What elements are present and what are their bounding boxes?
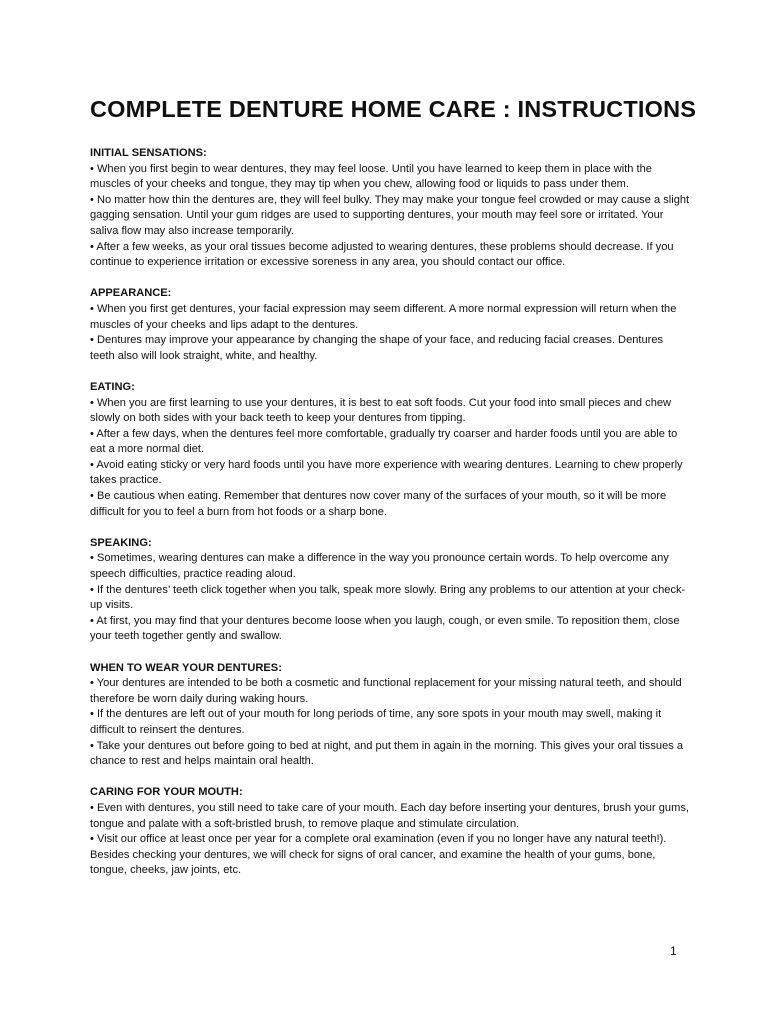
paragraph: • Be cautious when eating. Remember that dentures now cover many of the surfaces of your mouth, so it will be more difficult for you to feel a burn from hot foods or a sharp bone. [90,490,667,518]
section-heading: APPEARANCE: [90,287,172,300]
section-initial-sensations [90,146,690,271]
paragraph: • Dentures may improve your appearance by changing the shape of your face, and reducing facial creases. Dentures teeth also will look straight, white, and healthy. [90,334,664,362]
paragraph: • When you are first learning to use your dentures, it is best to eat soft foods. Cut your food into small pieces and chew slowly on both sides with your back teeth to keep your dentures from tipping. [90,396,672,425]
section-when-to-wear [90,661,690,770]
paragraph: • After a few days, when the dentures feel more comfortable, gradually try coarser and harder foods until you are able to eat a more normal diet. [90,427,678,456]
page-number: 1 [670,944,677,958]
section-heading: EATING: [90,380,135,393]
paragraph: • When you first get dentures, your facial expression may seem different. A more normal expression will return when the muscles of your cheeks and lips adapt to the dentures. [90,302,677,331]
paragraph: • Even with dentures, you still need to take care of your mouth. Each day before inserting your dentures, brush your gums, tongue and palate with a soft-bristled brush, to remove plaque and stimulate circulation. [90,801,689,830]
paragraph: • If the dentures’ teeth click together when you talk, speak more slowly. Bring any problems to our attention at your check-up visits. [90,583,686,612]
paragraph: • Avoid eating sticky or very hard foods until you have more experience with wearing dentures. Learning to chew properly takes practice. [90,458,683,487]
section-heading: SPEAKING: [90,536,152,549]
paragraph: • Visit our office at least once per year for a complete oral examination (even if you no longer have any natural teeth!). Besides checking your dentures, we will check for signs of oral cancer, and examine the health of your gums, bone, tongue, cheeks, jaw joints, etc. [90,833,667,877]
section-caring-for-mouth [90,785,690,879]
paragraph: • After a few weeks, as your oral tissues become adjusted to wearing dentures, these problems should decrease. If you continue to experience irritation or excessive soreness in any area, you should contact our office. [90,240,674,269]
paragraph: • Sometimes, wearing dentures can make a difference in the way you pronounce certain words. To help overcome any speech difficulties, practice reading aloud. [90,552,669,581]
paragraph: • Take your dentures out before going to bed at night, and put them in again in the morning. This gives your oral tissues a chance to rest and helps maintain oral health. [90,739,684,768]
section-heading: WHEN TO WEAR YOUR DENTURES: [90,661,282,674]
section-appearance [90,286,690,364]
section-speaking [90,536,690,645]
paragraph: • At first, you may find that your dentures become loose when you laugh, cough, or even smile. To reposition them, close your teeth together gently and swallow. [90,614,680,643]
paragraph: • No matter how thin the dentures are, they will feel bulky. They may make your tongue feel crowded or may cause a slight gagging sensation. Until your gum ridges are used to supporting dentures, your mouth may feel sore or irritated. Your saliva flow may also increase temporarily. [90,193,690,237]
paragraph: • If the dentures are left out of your mouth for long periods of time, any sore spots in your mouth may swell, making it difficult to reinsert the dentures. [90,708,662,736]
paragraph: • Your dentures are intended to be both a cosmetic and functional replacement for your missing natural teeth, and should therefore be worn daily during waking hours. [90,677,682,705]
section-heading: INITIAL SENSATIONS: [90,147,207,159]
section-heading: CARING FOR YOUR MOUTH: [90,786,243,799]
document-content [90,146,690,895]
paragraph: • When you first begin to wear dentures, they may feel loose. Until you have learned to keep them in place with the muscles of your cheeks and tongue, they may tip when you chew, allowing food or liquids to pass under them. [90,162,652,191]
section-eating [90,380,690,520]
document-title: COMPLETE DENTURE HOME CARE : INSTRUCTIONS [90,96,697,122]
